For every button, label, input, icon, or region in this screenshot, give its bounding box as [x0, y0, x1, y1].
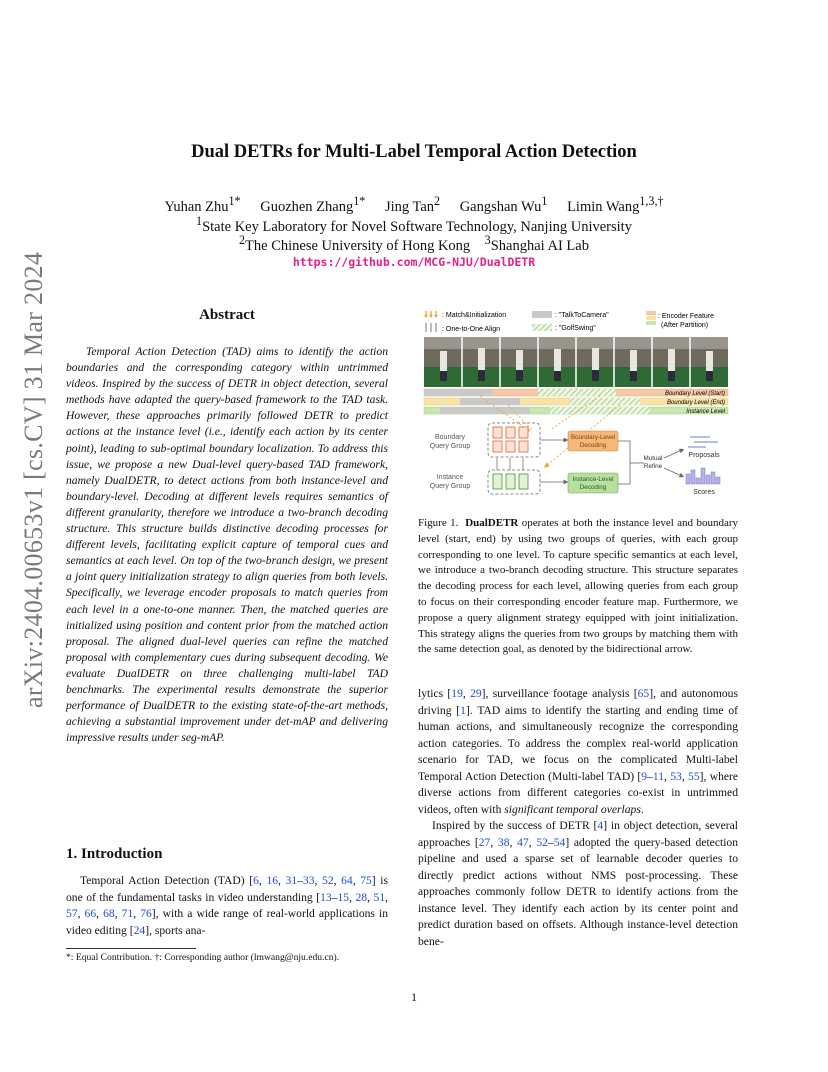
iq-label-2: Query Group: [429, 483, 471, 490]
legend-align: : One-to-One Align: [442, 326, 500, 333]
legend-encoder: : Encoder Feature: [658, 313, 715, 320]
bar-start-label: Boundary Level (Start): [664, 391, 725, 397]
citation-link[interactable]: 4: [597, 819, 604, 832]
proposals-label: Proposals: [688, 452, 720, 459]
citation-link[interactable]: 71: [121, 907, 134, 920]
citation-link[interactable]: 24: [133, 923, 146, 937]
citation-link[interactable]: 51: [373, 890, 386, 904]
legend-encoder-sub: (After Partition): [661, 322, 709, 329]
talk-swatch: [532, 311, 552, 318]
author: Limin Wang$^{1,3,\dagger}$: [567, 194, 664, 215]
instance-query-group: [430, 470, 540, 494]
svg-text:Instance-Level: Instance-Level: [572, 476, 614, 483]
citation-link[interactable]: 38: [497, 835, 510, 849]
citation-link[interactable]: 28: [355, 890, 368, 904]
figure-1-diagram: [420, 308, 736, 508]
citation-link[interactable]: 52: [536, 835, 548, 849]
legend-golf: : "GolfSwing": [555, 325, 596, 332]
citation-link[interactable]: 68: [103, 907, 115, 920]
citation-link[interactable]: 52: [322, 874, 334, 887]
author: Jing Tan$^2$: [384, 194, 441, 215]
footnote-rule: [66, 948, 196, 949]
citation-link[interactable]: 76: [140, 907, 152, 920]
legend: [424, 311, 714, 333]
citation-link[interactable]: 55: [688, 769, 700, 783]
page-number: 1: [411, 990, 417, 1004]
svg-text:Refine: Refine: [643, 463, 663, 470]
decoding-blocks: [540, 431, 682, 493]
citation-link[interactable]: 75: [360, 874, 372, 887]
scores-bars: [686, 468, 720, 484]
citation-link[interactable]: 27: [478, 835, 491, 849]
citation-link[interactable]: 13: [320, 890, 332, 904]
legend-match: : Match&Initialization: [442, 312, 507, 319]
citation-link[interactable]: 9: [641, 769, 648, 783]
citation-link[interactable]: 29: [470, 687, 482, 700]
citation-link[interactable]: 11: [652, 769, 664, 783]
footnote: *: Equal Contribution. †: Corresponding author (lmwang@nju.edu.cn).: [66, 952, 340, 963]
citation-link[interactable]: 33: [302, 874, 315, 887]
svg-text:Decoding: Decoding: [579, 442, 607, 449]
bar-end-label: Boundary Level (End): [666, 400, 725, 406]
svg-text:Decoding: Decoding: [579, 484, 607, 491]
boundary-query-group: [430, 423, 540, 457]
mutual-refine-label: Mutual: [643, 455, 663, 462]
scores-label: Scores: [693, 489, 715, 496]
citation-link[interactable]: 47: [517, 835, 529, 849]
citation-link[interactable]: 65: [637, 687, 650, 700]
citation-link[interactable]: 15: [337, 890, 350, 904]
citation-link[interactable]: 57: [66, 907, 78, 920]
citation-link[interactable]: 64: [341, 874, 353, 887]
encoder-feature-bars: [424, 389, 728, 415]
iq-label-1: Instance: [436, 474, 464, 481]
intro-paragraph: Temporal Action Detection (TAD) [6, 16, 31–33, 52, 64, 75] is one of the fundamental tasks in video understanding [13–15, 28, 51, 57, 66, 68, 71, 76], with a wide range of real-world applications in video editing [24], sports ana-: [66, 874, 389, 937]
author: Guozhen Zhang$^{1*}$: [260, 194, 366, 215]
right-column-text: lytics [19, 29], surveillance footage analysis [65], and autonomous driving [1]. TAD aims to identify the starting and ending time of human actions, and simultaneously recognize the corresponding action categories. To address the complex real-world application scenario for TAD, we focus on the complicated Multi-label Temporal Action Detection (Multi-label TAD) [9–11, 53, 55], where diverse actions from different categories co-exist in untrimmed videos, often with significant temporal overlaps. Inspired by the success of DETR [4] in object detection, several approaches [27, 38, 47, 52–54] adopted the query-based detection pipeline and used a sparse set of learnable decoder queries to directly predict actions without NMS post-processing. These approaches commonly follow DETR to identify actions from the instance level. They identify each action by its center point and predict duration based on offsets. Although instance-level detection bene-: [418, 687, 739, 948]
citation-link[interactable]: 31: [285, 874, 298, 887]
bq-label-2: Query Group: [429, 443, 471, 450]
align-arrows-icon: [426, 323, 436, 332]
abstract-body: Temporal Action Detection (TAD) aims to identify the action boundaries and the corresponding category within untrimmed videos. Inspired by the success of DETR in object detection, several methods have adapted the query-based framework to the TAD task. However, these approaches primarily followed DETR to predict actions at the instance level (i.e., identify each action by its center point), leading to sub-optimal boundary localization. To address this issue, we propose a new Dual-level query-based TAD framework, namely DualDETR, to detect actions from both instance-level and boundary-level. Decoding at different levels requires semantics of different granularity, therefore we introduce a two-branch decoding structure. This structure builds distinctive decoding processes for different levels, facilitating explicit capture of temporal cues and semantics at each level. On top of the two-branch design, we present a joint query initialization strategy to align queries from both levels. Specifically, we leverage encoder proposals to match queries from each level in a one-to-one manner. Then, the matched queries are initialized using position and content prior from the matched action proposal. The aligned dual-level queries can refine the matched proposal with complementary cues during subsequent decoding. We evaluate DualDETR on three challenging multi-label TAD benchmarks. The experimental results demonstrate the superior performance of DualDETR to the existing state-of-the-art methods, achieving a substantial improvement under det-mAP and delivering impressive results under seg-mAP.: [66, 345, 388, 745]
affiliation-2: $^2$The Chinese University of Hong Kong $^3$Shanghai AI Lab: [239, 233, 589, 254]
abstract-heading: Abstract: [199, 307, 255, 323]
video-frames: [424, 337, 728, 387]
citation-link[interactable]: 16: [266, 874, 279, 887]
figure-caption: Figure 1. DualDETR operates at both the instance level and boundary level (start, end) by using two groups of queries, with each group corresponding to one level. To capture specific semantics at each level, we introduce a two-branch decoding structure. This structure separates the decoding process for each level, allowing queries from each group to focus on their corresponding encoder feature map. Furthermore, we propose a query alignment strategy equipped with joint initialization. This strategy aligns the queries from two groups by matching them with the same detection goal, as denoted by the bidirectional arrow.: [418, 517, 738, 656]
legend-talk: : "TalkToCamera": [555, 312, 609, 319]
affiliation-1: $^1$State Key Laboratory for Novel Software Technology, Nanjing University: [196, 214, 632, 235]
citation-link[interactable]: 1: [460, 703, 466, 717]
bar-instance-label: Instance Level: [686, 409, 725, 415]
citation-link[interactable]: 66: [84, 907, 97, 920]
author-list: [0, 194, 828, 216]
align-arrows: [497, 458, 523, 470]
repo-link[interactable]: https://github.com/MCG-NJU/DualDETR: [292, 255, 536, 269]
match-arrows-icon: [424, 311, 438, 318]
citation-link[interactable]: 54: [553, 835, 566, 849]
golf-swatch: [532, 324, 552, 331]
svg-text:Boundary-Level: Boundary-Level: [570, 434, 616, 441]
author: Gangshan Wu$^1$: [459, 194, 548, 215]
citation-link[interactable]: 53: [670, 769, 682, 783]
citation-link[interactable]: 6: [253, 874, 259, 887]
section-heading-introduction: 1. Introduction: [66, 846, 163, 862]
citation-link[interactable]: 19: [451, 687, 463, 700]
outputs: [686, 437, 720, 496]
bq-label-1: Boundary: [435, 434, 465, 441]
author: Yuhan Zhu$^{1*}$: [164, 194, 241, 215]
arxiv-sidebar: arXiv:2404.00653v1 [cs.CV] 31 Mar 2024: [19, 251, 48, 708]
paper-title: Dual DETRs for Multi-Label Temporal Action Detection: [191, 142, 637, 162]
